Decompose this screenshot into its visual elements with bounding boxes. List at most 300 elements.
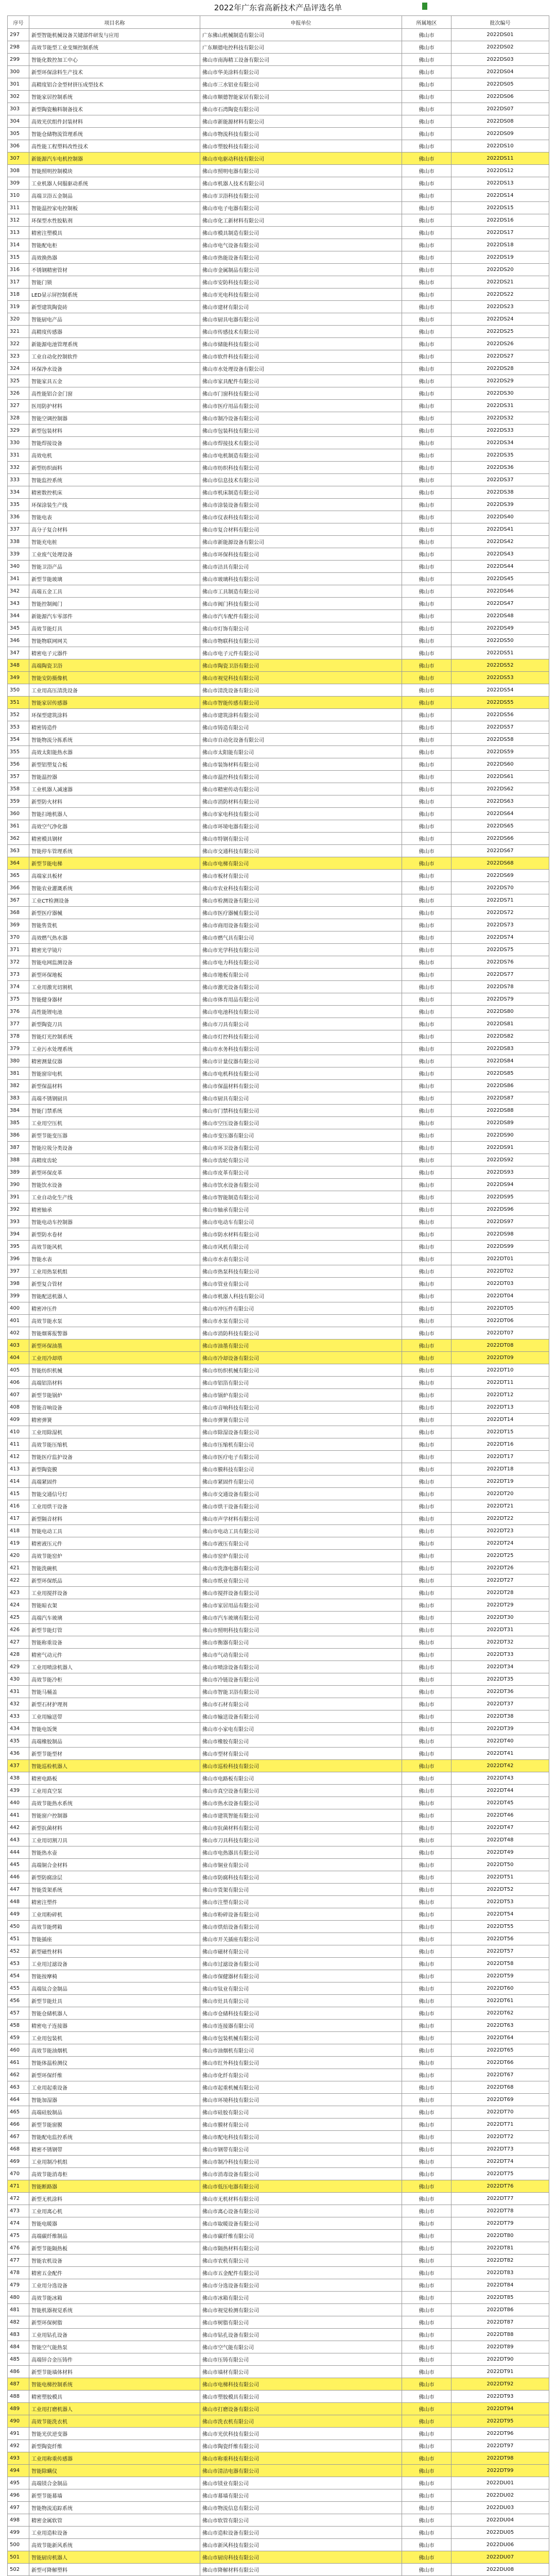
- cell-batch: 2022DT69: [451, 2094, 549, 2106]
- cell-batch: 2022DS91: [451, 1142, 549, 1154]
- cell-batch: 2022DT36: [451, 1686, 549, 1698]
- cell-org: 佛山市电力科技有限公司: [200, 956, 402, 969]
- cell-batch: 2022DT74: [451, 2156, 549, 2168]
- cell-region: 佛山市: [402, 820, 451, 833]
- table-row: [8, 944, 549, 956]
- table-row: [8, 573, 549, 585]
- cell-batch: 2022DS52: [451, 659, 549, 672]
- cell-org: 佛山市取暖设备有限公司: [200, 2217, 402, 2230]
- cell-org: 佛山市三水铝业有限公司: [200, 78, 402, 91]
- cell-name: 高端橡胶制品: [29, 1735, 200, 1748]
- cell-name: 高端陶瓷卫浴: [29, 659, 200, 672]
- cell-org: 佛山市除湿设备有限公司: [200, 1426, 402, 1438]
- cell-name: 精密光学镜片: [29, 944, 200, 956]
- cell-org: 佛山市机器人技术有限公司: [200, 177, 402, 190]
- cell-no: 321: [8, 326, 29, 338]
- cell-batch: 2022DS68: [451, 857, 549, 870]
- table-row: [8, 1797, 549, 1809]
- cell-org: 佛山市油墨有限公司: [200, 1340, 402, 1352]
- cell-name: 工业用真空泵: [29, 1785, 200, 1797]
- table-row: [8, 1760, 549, 1772]
- cell-no: 374: [8, 981, 29, 993]
- table-row: [8, 585, 549, 598]
- cell-name: 新型陶瓷纤维: [29, 2440, 200, 2452]
- cell-org: 佛山市冷链设备有限公司: [200, 1673, 402, 1686]
- cell-no: 396: [8, 1253, 29, 1265]
- cell-no: 357: [8, 771, 29, 783]
- document-title: 2022年广东省高新技术产品评选名单: [214, 3, 342, 12]
- cell-no: 390: [8, 1179, 29, 1191]
- cell-name: 精密电子连接器: [29, 2020, 200, 2032]
- cell-name: 新型石材护理剂: [29, 1698, 200, 1710]
- cell-no: 456: [8, 1995, 29, 2007]
- header-no: 序号: [8, 16, 29, 29]
- cell-batch: 2022DT55: [451, 1921, 549, 1933]
- cell-batch: 2022DT70: [451, 2106, 549, 2119]
- table-row: [8, 1574, 549, 1587]
- cell-name: 智能灯光控制系统: [29, 1030, 200, 1043]
- cell-no: 340: [8, 561, 29, 573]
- table-row: [8, 1933, 549, 1945]
- table-row: [8, 2292, 549, 2304]
- cell-region: 佛山市: [402, 746, 451, 758]
- cell-region: 佛山市: [402, 894, 451, 907]
- table-row: [8, 2119, 549, 2131]
- cell-name: 智能称重设备: [29, 1636, 200, 1649]
- cell-region: 佛山市: [402, 2156, 451, 2168]
- cell-org: 佛山市电子元件有限公司: [200, 647, 402, 659]
- cell-batch: 2022DS67: [451, 845, 549, 857]
- cell-batch: 2022DT94: [451, 2403, 549, 2415]
- cell-region: 佛山市: [402, 1748, 451, 1760]
- cell-org: 佛山市涂装设备有限公司: [200, 499, 402, 511]
- table-row: [8, 2180, 549, 2193]
- cell-no: 398: [8, 1278, 29, 1290]
- cell-batch: 2022DT08: [451, 1340, 549, 1352]
- cell-batch: 2022DT57: [451, 1945, 549, 1958]
- cell-batch: 2022DT10: [451, 1364, 549, 1377]
- cell-org: 佛山市阀门科技有限公司: [200, 598, 402, 610]
- cell-org: 广东顺德电控科技有限公司: [200, 41, 402, 54]
- table-row: [8, 276, 549, 289]
- table-row: [8, 449, 549, 462]
- cell-region: 佛山市: [402, 598, 451, 610]
- cell-no: 354: [8, 734, 29, 746]
- cell-batch: 2022DS64: [451, 808, 549, 820]
- cell-name: 智能垃圾分类设备: [29, 1142, 200, 1154]
- cell-batch: 2022DT80: [451, 2230, 549, 2242]
- cell-name: 高分子复合材料: [29, 523, 200, 536]
- cell-org: 佛山市纺织科技有限公司: [200, 462, 402, 474]
- cell-batch: 2022DT59: [451, 1970, 549, 1982]
- cell-batch: 2022DT72: [451, 2131, 549, 2143]
- cell-region: 佛山市: [402, 301, 451, 313]
- cell-batch: 2022DS32: [451, 412, 549, 425]
- cell-no: 462: [8, 2069, 29, 2081]
- cell-org: 佛山市五金配件有限公司: [200, 2267, 402, 2279]
- cell-name: 精密电路板: [29, 1772, 200, 1785]
- cell-batch: 2022DT63: [451, 2020, 549, 2032]
- cell-no: 300: [8, 66, 29, 78]
- cell-batch: 2022DT39: [451, 1723, 549, 1735]
- cell-org: 佛山市幕墙有限公司: [200, 2489, 402, 2502]
- cell-region: 佛山市: [402, 944, 451, 956]
- cell-no: 330: [8, 437, 29, 449]
- cell-batch: 2022DT12: [451, 1389, 549, 1401]
- cell-region: 佛山市: [402, 165, 451, 177]
- cell-no: 368: [8, 907, 29, 919]
- cell-batch: 2022DT81: [451, 2242, 549, 2255]
- cell-name: 新型纺织面料: [29, 462, 200, 474]
- cell-name: 新型可降解塑料: [29, 2564, 200, 2576]
- cell-region: 佛山市: [402, 190, 451, 202]
- cell-region: 佛山市: [402, 1785, 451, 1797]
- cell-no: 491: [8, 2428, 29, 2440]
- cell-no: 394: [8, 1228, 29, 1241]
- cell-batch: 2022DT62: [451, 2007, 549, 2020]
- table-row: [8, 1092, 549, 1105]
- table-row: [8, 783, 549, 795]
- cell-name: 智能物流分拣系统: [29, 734, 200, 746]
- cell-org: 佛山市消毒设备有限公司: [200, 2168, 402, 2180]
- cell-name: 智能烟雾报警器: [29, 1327, 200, 1340]
- cell-org: 佛山市气动有限公司: [200, 1649, 402, 1661]
- cell-name: 智能安防摄像机: [29, 672, 200, 684]
- cell-org: 佛山市空气能有限公司: [200, 2341, 402, 2353]
- cell-no: 413: [8, 1463, 29, 1476]
- cell-org: 佛山市家电科技有限公司: [200, 808, 402, 820]
- table-row: [8, 177, 549, 190]
- cell-org: 佛山市碳纤维有限公司: [200, 2230, 402, 2242]
- cell-no: 387: [8, 1142, 29, 1154]
- cell-batch: 2022DT32: [451, 1636, 549, 1649]
- cell-region: 佛山市: [402, 1364, 451, 1377]
- cell-region: 佛山市: [402, 1636, 451, 1649]
- cell-batch: 2022DT40: [451, 1735, 549, 1748]
- table-row: [8, 338, 549, 350]
- cell-batch: 2022DS38: [451, 486, 549, 499]
- cell-region: 佛山市: [402, 1265, 451, 1278]
- cell-name: 高端钛合金制品: [29, 1982, 200, 1995]
- cell-no: 310: [8, 190, 29, 202]
- table-row: [8, 227, 549, 239]
- table-row: [8, 919, 549, 931]
- cell-name: 智能货架系统: [29, 1884, 200, 1896]
- table-row: [8, 1389, 549, 1401]
- cell-batch: 2022DT67: [451, 2069, 549, 2081]
- cell-region: 佛山市: [402, 2279, 451, 2292]
- cell-no: 490: [8, 2415, 29, 2428]
- cell-no: 457: [8, 2007, 29, 2020]
- cell-no: 297: [8, 29, 29, 41]
- cell-org: 佛山市信息技术有限公司: [200, 474, 402, 486]
- cell-no: 378: [8, 1030, 29, 1043]
- cell-name: 高效节能烤箱: [29, 1921, 200, 1933]
- cell-no: 404: [8, 1352, 29, 1364]
- cell-name: 智能机器视觉系统: [29, 2304, 200, 2316]
- table-row: [8, 746, 549, 758]
- cell-org: 佛山市塑胶科技有限公司: [200, 140, 402, 152]
- cell-name: 新型节能幕墙: [29, 2489, 200, 2502]
- cell-org: 佛山市水务科技有限公司: [200, 1043, 402, 1055]
- cell-name: 新型节能变压器: [29, 1129, 200, 1142]
- cell-name: 精密五金配件: [29, 2267, 200, 2279]
- table-row: [8, 2143, 549, 2156]
- table-row: [8, 1834, 549, 1846]
- cell-batch: 2022DT91: [451, 2366, 549, 2378]
- cell-region: 佛山市: [402, 1401, 451, 1414]
- cell-batch: 2022DS25: [451, 326, 549, 338]
- cell-batch: 2022DS23: [451, 301, 549, 313]
- cell-name: 高效节能热水系统: [29, 1797, 200, 1809]
- cell-batch: 2022DT88: [451, 2329, 549, 2341]
- cell-name: 智能仓储机器人: [29, 2007, 200, 2020]
- cell-name: 智能水表: [29, 1253, 200, 1265]
- cell-no: 453: [8, 1958, 29, 1970]
- cell-no: 499: [8, 2527, 29, 2539]
- cell-no: 333: [8, 474, 29, 486]
- cell-name: 高性能锂电池: [29, 1006, 200, 1018]
- cell-name: 高效节能油烟机: [29, 2044, 200, 2057]
- cell-org: 佛山市防水材料有限公司: [200, 1228, 402, 1241]
- cell-no: 455: [8, 1982, 29, 1995]
- cell-org: 佛山市交通设备有限公司: [200, 1488, 402, 1500]
- cell-region: 佛山市: [402, 734, 451, 746]
- table-row: [8, 548, 549, 561]
- table-row: [8, 2341, 549, 2353]
- cell-no: 336: [8, 511, 29, 523]
- cell-org: 佛山市饮水设备有限公司: [200, 1179, 402, 1191]
- cell-name: 智能物流追踪系统: [29, 2502, 200, 2514]
- cell-no: 337: [8, 523, 29, 536]
- cell-batch: 2022DS94: [451, 1179, 549, 1191]
- cell-org: 佛山市空压设备有限公司: [200, 1117, 402, 1129]
- cell-no: 392: [8, 1204, 29, 1216]
- cell-batch: 2022DS10: [451, 140, 549, 152]
- cell-region: 佛山市: [402, 140, 451, 152]
- table-row: [8, 1463, 549, 1476]
- cell-no: 486: [8, 2366, 29, 2378]
- cell-region: 佛山市: [402, 412, 451, 425]
- cell-name: 高效节能压缩机: [29, 1438, 200, 1451]
- cell-org: 佛山市仪表科技有限公司: [200, 511, 402, 523]
- cell-batch: 2022DT47: [451, 1822, 549, 1834]
- cell-batch: 2022DT51: [451, 1871, 549, 1884]
- cell-org: 佛山市压缩机有限公司: [200, 1438, 402, 1451]
- cell-name: 新型节能隔热板: [29, 2242, 200, 2255]
- cell-batch: 2022DS44: [451, 561, 549, 573]
- cell-org: 佛山市包装机械有限公司: [200, 2032, 402, 2044]
- cell-org: 佛山市音响科技有限公司: [200, 1401, 402, 1414]
- cell-no: 317: [8, 276, 29, 289]
- product-list-table: [7, 15, 549, 2576]
- cell-org: 佛山市紧固件有限公司: [200, 1476, 402, 1488]
- cell-batch: 2022DT04: [451, 1290, 549, 1302]
- table-row: [8, 1105, 549, 1117]
- cell-batch: 2022DS29: [451, 375, 549, 387]
- cell-no: 353: [8, 721, 29, 734]
- cell-no: 381: [8, 1067, 29, 1080]
- cell-region: 佛山市: [402, 54, 451, 66]
- cell-batch: 2022DS89: [451, 1117, 549, 1129]
- cell-org: 佛山市烘干设备有限公司: [200, 1500, 402, 1513]
- cell-org: 佛山市卫浴科技有限公司: [200, 190, 402, 202]
- cell-org: 佛山市电梯有限公司: [200, 857, 402, 870]
- table-row: [8, 1302, 549, 1315]
- table-row: [8, 2230, 549, 2242]
- cell-org: 佛山市交通科技有限公司: [200, 845, 402, 857]
- cell-batch: 2022DT78: [451, 2205, 549, 2217]
- cell-no: 451: [8, 1933, 29, 1945]
- cell-batch: 2022DS65: [451, 820, 549, 833]
- cell-org: 佛山市石湾陶瓷有限公司: [200, 103, 402, 115]
- cell-batch: 2022DS74: [451, 931, 549, 944]
- cell-batch: 2022DT17: [451, 1451, 549, 1463]
- cell-no: 487: [8, 2378, 29, 2391]
- cell-region: 佛山市: [402, 1500, 451, 1513]
- cell-batch: 2022DT41: [451, 1748, 549, 1760]
- cell-name: 新型抗菌材料: [29, 1822, 200, 1834]
- cell-no: 440: [8, 1797, 29, 1809]
- cell-no: 372: [8, 956, 29, 969]
- cell-org: 佛山市热能设备有限公司: [200, 251, 402, 264]
- cell-region: 佛山市: [402, 523, 451, 536]
- cell-name: 智能热水壶: [29, 1846, 200, 1859]
- cell-batch: 2022DT09: [451, 1352, 549, 1364]
- cell-org: 佛山市激光设备有限公司: [200, 981, 402, 993]
- cell-region: 佛山市: [402, 1253, 451, 1265]
- cell-org: 佛山市光学科技有限公司: [200, 944, 402, 956]
- table-row: [8, 301, 549, 313]
- cell-name: 智能插座: [29, 1933, 200, 1945]
- cell-name: 智能空调控制器: [29, 412, 200, 425]
- cell-name: 精密注塑件: [29, 1896, 200, 1908]
- cell-no: 375: [8, 993, 29, 1006]
- cell-region: 佛山市: [402, 449, 451, 462]
- cell-org: 佛山市过滤设备有限公司: [200, 1958, 402, 1970]
- cell-name: 新型铝塑复合板: [29, 758, 200, 771]
- table-row: [8, 115, 549, 128]
- table-row: [8, 2044, 549, 2057]
- table-row: [8, 2489, 549, 2502]
- cell-region: 佛山市: [402, 1661, 451, 1673]
- cell-org: 佛山市照明电器有限公司: [200, 165, 402, 177]
- cell-batch: 2022DU06: [451, 2539, 549, 2551]
- cell-name: 精密铸造件: [29, 721, 200, 734]
- cell-org: 佛山市医疗用品有限公司: [200, 400, 402, 412]
- cell-org: 佛山市低压电器有限公司: [200, 2180, 402, 2193]
- cell-org: 佛山市液压有限公司: [200, 1537, 402, 1550]
- cell-org: 佛山市灶具有限公司: [200, 1995, 402, 2007]
- cell-org: 佛山市清洁电器有限公司: [200, 2465, 402, 2477]
- table-row: [8, 734, 549, 746]
- cell-region: 佛山市: [402, 931, 451, 944]
- cell-name: 高效节能风机: [29, 1241, 200, 1253]
- cell-name: LED显示屏控制系统: [29, 289, 200, 301]
- cell-org: 佛山市环境科技有限公司: [200, 2094, 402, 2106]
- table-row: [8, 2131, 549, 2143]
- cell-region: 佛山市: [402, 1599, 451, 1612]
- cell-region: 佛山市: [402, 2057, 451, 2069]
- table-row: [8, 1204, 549, 1216]
- table-row: [8, 2452, 549, 2465]
- cell-no: 325: [8, 375, 29, 387]
- table-row: [8, 2391, 549, 2403]
- cell-no: 362: [8, 833, 29, 845]
- cell-name: 高效换热器: [29, 251, 200, 264]
- table-row: [8, 29, 549, 41]
- cell-no: 484: [8, 2341, 29, 2353]
- cell-name: 高效空气净化器: [29, 820, 200, 833]
- cell-org: 佛山市包装科技有限公司: [200, 425, 402, 437]
- cell-no: 437: [8, 1760, 29, 1772]
- cell-name: 高精度铝合金型材挤压成型技术: [29, 78, 200, 91]
- cell-batch: 2022DT21: [451, 1500, 549, 1513]
- cell-batch: 2022DS14: [451, 190, 549, 202]
- header-name: 项目名称: [29, 16, 200, 29]
- cell-name: 智能加湿器: [29, 2094, 200, 2106]
- cell-name: 新型建筑陶瓷砖: [29, 301, 200, 313]
- table-row: [8, 981, 549, 993]
- cell-org: 佛山市电驱动科技有限公司: [200, 152, 402, 165]
- cell-region: 佛山市: [402, 1315, 451, 1327]
- cell-region: 佛山市: [402, 808, 451, 820]
- cell-org: 佛山市清洗设备有限公司: [200, 684, 402, 697]
- cell-region: 佛山市: [402, 1723, 451, 1735]
- cell-no: 463: [8, 2081, 29, 2094]
- cell-region: 佛山市: [402, 1896, 451, 1908]
- cell-org: 佛山市膜材有限公司: [200, 2119, 402, 2131]
- table-row: [8, 1006, 549, 1018]
- cell-region: 佛山市: [402, 1142, 451, 1154]
- cell-region: 佛山市: [402, 2007, 451, 2020]
- cell-batch: 2022DS57: [451, 721, 549, 734]
- cell-org: 佛山市电动车有限公司: [200, 1216, 402, 1228]
- cell-no: 365: [8, 870, 29, 882]
- cell-name: 新能源汽车零部件: [29, 610, 200, 622]
- cell-batch: 2022DT19: [451, 1476, 549, 1488]
- cell-batch: 2022DS24: [451, 313, 549, 326]
- cell-region: 佛山市: [402, 1612, 451, 1624]
- cell-org: 佛山市连接器有限公司: [200, 2020, 402, 2032]
- cell-batch: 2022DT60: [451, 1982, 549, 1995]
- cell-no: 342: [8, 585, 29, 598]
- cell-no: 371: [8, 944, 29, 956]
- cell-batch: 2022DS72: [451, 907, 549, 919]
- cell-batch: 2022DT58: [451, 1958, 549, 1970]
- cell-region: 佛山市: [402, 214, 451, 227]
- cell-batch: 2022DT49: [451, 1846, 549, 1859]
- cell-no: 348: [8, 659, 29, 672]
- cell-org: 佛山市南海精工设备有限公司: [200, 54, 402, 66]
- cell-region: 佛山市: [402, 2020, 451, 2032]
- cell-name: 智能音响设备: [29, 1401, 200, 1414]
- table-row: [8, 1340, 549, 1352]
- cell-region: 佛山市: [402, 1859, 451, 1871]
- table-row: [8, 2378, 549, 2391]
- cell-no: 450: [8, 1921, 29, 1933]
- cell-org: 佛山市金属制品有限公司: [200, 264, 402, 276]
- cell-org: 佛山市轴承有限公司: [200, 1204, 402, 1216]
- table-row: [8, 202, 549, 214]
- table-row: [8, 610, 549, 622]
- cell-region: 佛山市: [402, 2131, 451, 2143]
- cell-name: 新型陶瓷釉料制备技术: [29, 103, 200, 115]
- cell-region: 佛山市: [402, 2292, 451, 2304]
- cell-region: 佛山市: [402, 1834, 451, 1846]
- cell-region: 佛山市: [402, 2242, 451, 2255]
- cell-name: 环保涂装生产线: [29, 499, 200, 511]
